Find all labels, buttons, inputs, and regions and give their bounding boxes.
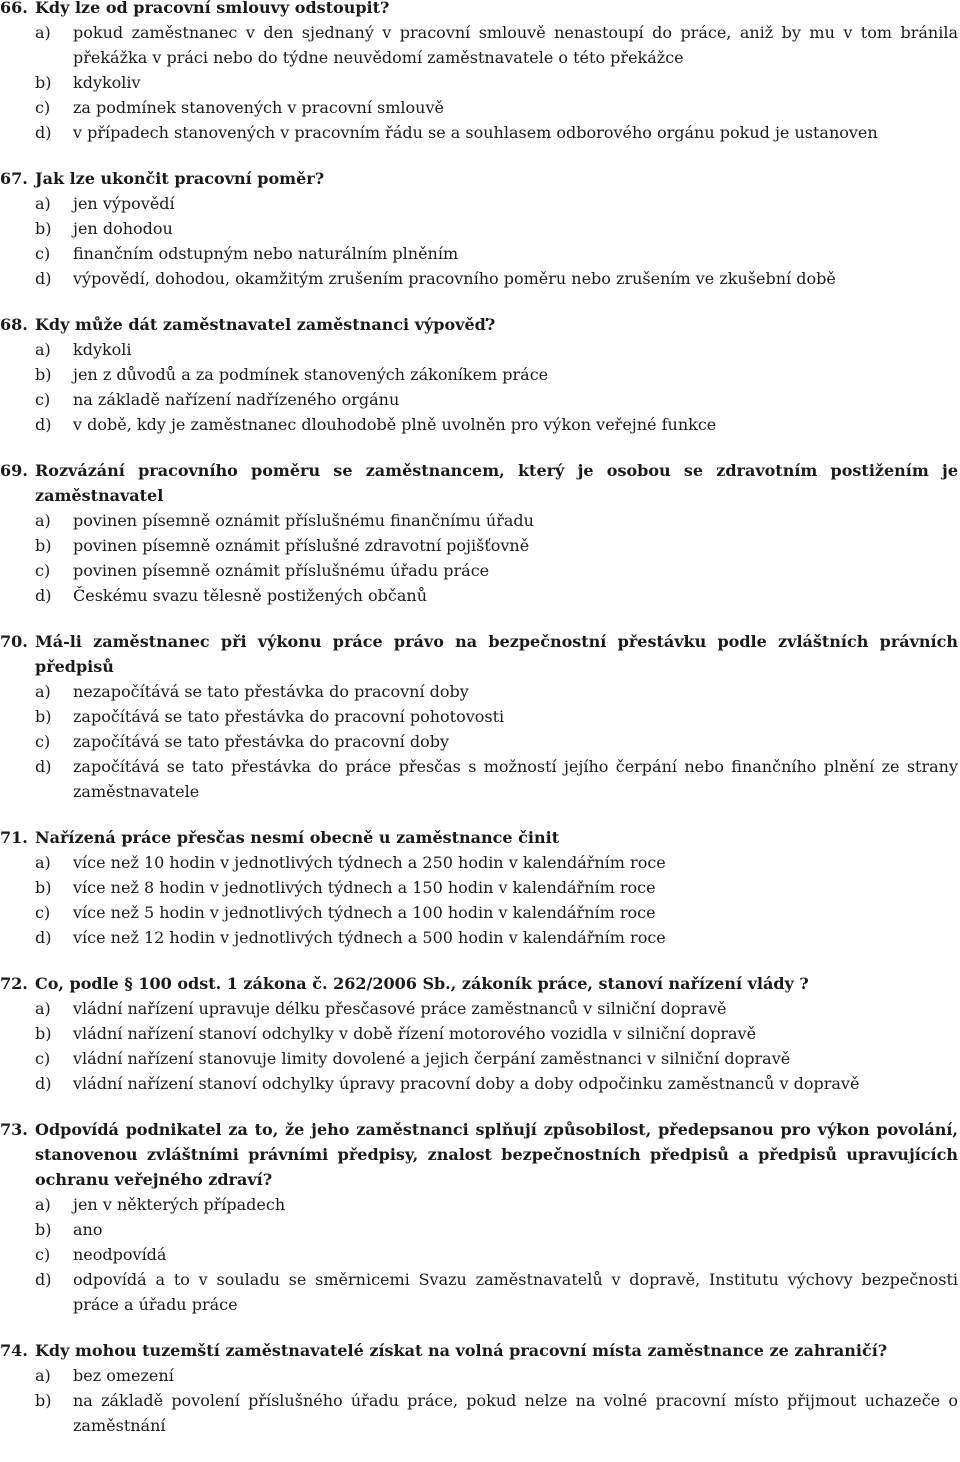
question-number: 74. [0,1341,28,1360]
answer-text: kdykoli [73,340,132,359]
question-67 [0,166,958,291]
answer-b [0,533,958,558]
answer-text: jen z důvodů a za podmínek stanovených zákoníkem práce [73,365,549,384]
question-text: Kdy mohou tuzemští zaměstnavatelé získat na volná pracovní místa zaměstnance ze zahraničí? [35,1341,888,1360]
question-70 [0,629,958,804]
answer-letter: a) [35,340,51,359]
question-number: 73. [0,1120,28,1139]
question-heading [0,825,958,850]
answer-text: vládní nařízení stanoví odchylky v době řízení motorového vozidla v silniční dopravě [73,1024,757,1043]
answer-text: neodpovídá [73,1245,167,1264]
answer-d [0,925,958,950]
answer-letter: b) [35,1391,52,1410]
answer-a [0,1192,958,1217]
answer-d [0,120,958,145]
answer-b [0,216,958,241]
answer-text: započítává se tato přestávka do pracovní doby [73,732,450,751]
answer-c [0,95,958,120]
answer-text: více než 5 hodin v jednotlivých týdnech a 100 hodin v kalendářním roce [73,903,656,922]
question-heading [0,1338,958,1363]
question-heading [0,971,958,996]
question-text: Odpovídá podnikatel za to, že jeho zaměstnanci splňují způsobilost, předepsanou pro výkon povolání, stanovenou zvláštními právními předpisy, znalost bezpečnostních předpisů a předpisů upravujících ochranu veřejného zdraví? [35,1120,958,1189]
question-number: 72. [0,974,28,993]
answer-letter: d) [35,1270,52,1289]
answer-text: kdykoliv [73,73,141,92]
answer-letter: d) [35,586,52,605]
question-heading [0,312,958,337]
answer-text: ano [73,1220,103,1239]
answer-text: bez omezení [73,1366,174,1385]
question-71 [0,825,958,950]
answer-letter: b) [35,219,52,238]
answer-letter: b) [35,365,52,384]
answer-c [0,558,958,583]
answer-text: započítává se tato přestávka do práce přesčas s možností jejího čerpání nebo finančního plnění ze strany zaměstnavatele [73,757,958,801]
answer-letter: d) [35,269,52,288]
answer-letter: c) [35,732,51,751]
answer-c [0,1046,958,1071]
answer-letter: a) [35,23,51,42]
answer-text: jen v některých případech [73,1195,286,1214]
answer-letter: b) [35,1220,52,1239]
answer-b [0,362,958,387]
question-text: Kdy může dát zaměstnavatel zaměstnanci výpověď? [35,315,496,334]
answer-text: vládní nařízení upravuje délku přesčasové práce zaměstnanců v silniční dopravě [73,999,727,1018]
answer-letter: b) [35,73,52,92]
answer-letter: d) [35,757,52,776]
answer-letter: c) [35,1049,51,1068]
answer-text: více než 10 hodin v jednotlivých týdnech a 250 hodin v kalendářním roce [73,853,666,872]
question-66 [0,0,958,145]
question-text: Co, podle § 100 odst. 1 zákona č. 262/2006 Sb., zákoník práce, stanoví nařízení vlády ? [35,974,809,993]
question-number: 66. [0,0,28,17]
answer-letter: d) [35,123,52,142]
answer-letter: d) [35,415,52,434]
answer-text: povinen písemně oznámit příslušnému finančnímu úřadu [73,511,534,530]
answer-text: v případech stanovených v pracovním řádu se a souhlasem odborového orgánu pokud je ustanoven [73,123,878,142]
answer-letter: a) [35,1195,51,1214]
answer-letter: a) [35,511,51,530]
question-74 [0,1338,958,1438]
answer-letter: d) [35,1074,52,1093]
answer-text: vládní nařízení stanovuje limity dovolené a jejich čerpání zaměstnanci v silniční dopravě [73,1049,791,1068]
question-heading [0,1117,958,1192]
answer-d [0,412,958,437]
answer-b [0,1021,958,1046]
answer-text: pokud zaměstnanec v den sjednaný v pracovní smlouvě nenastoupí do práce, aniž by mu v tom bránila překážka v práci nebo do týdne neuvědomí zaměstnavatele o této překážce [73,23,958,67]
question-heading [0,629,958,679]
question-number: 70. [0,632,28,651]
answer-d [0,1071,958,1096]
answer-b [0,70,958,95]
answer-c [0,900,958,925]
answer-a [0,337,958,362]
answer-b [0,1217,958,1242]
answer-letter: a) [35,1366,51,1385]
answer-letter: d) [35,928,52,947]
answer-b [0,704,958,729]
answer-text: více než 8 hodin v jednotlivých týdnech a 150 hodin v kalendářním roce [73,878,656,897]
answer-a [0,996,958,1021]
question-number: 67. [0,169,28,188]
answer-text: započítává se tato přestávka do pracovní pohotovosti [73,707,505,726]
answer-letter: b) [35,878,52,897]
answer-text: v době, kdy je zaměstnanec dlouhodobě plně uvolněn pro výkon veřejné funkce [73,415,717,434]
answer-text: na základě povolení příslušného úřadu práce, pokud nelze na volné pracovní místo přijmout uchazeče o zaměstnání [73,1391,958,1435]
answer-a [0,850,958,875]
answer-letter: c) [35,903,51,922]
answer-d [0,1267,958,1317]
question-text: Rozvázání pracovního poměru se zaměstnancem, který je osobou se zdravotním postižením je zaměstnavatel [35,461,958,505]
answer-a [0,508,958,533]
answer-c [0,241,958,266]
answer-letter: b) [35,1024,52,1043]
answer-a [0,679,958,704]
question-heading [0,0,958,20]
answer-b [0,1388,958,1438]
answer-text: jen výpovědí [73,194,175,213]
answer-letter: a) [35,853,51,872]
answer-b [0,875,958,900]
answer-text: povinen písemně oznámit příslušné zdravotní pojišťovně [73,536,530,555]
answer-d [0,754,958,804]
question-heading [0,458,958,508]
answer-letter: c) [35,244,51,263]
answer-letter: c) [35,98,51,117]
question-number: 68. [0,315,28,334]
answer-letter: a) [35,999,51,1018]
answer-a [0,20,958,70]
answer-text: jen dohodou [73,219,173,238]
question-text: Jak lze ukončit pracovní poměr? [35,169,325,188]
answer-letter: b) [35,536,52,555]
question-number: 69. [0,461,28,480]
answer-d [0,583,958,608]
answer-text: na základě nařízení nadřízeného orgánu [73,390,400,409]
answer-letter: a) [35,682,51,701]
question-text: Má-li zaměstnanec při výkonu práce právo na bezpečnostní přestávku podle zvláštních právních předpisů [35,632,958,676]
question-text: Nařízená práce přesčas nesmí obecně u zaměstnance činit [35,828,560,847]
question-73 [0,1117,958,1317]
question-72 [0,971,958,1096]
question-69 [0,458,958,608]
answer-letter: a) [35,194,51,213]
answer-a [0,1363,958,1388]
question-heading [0,166,958,191]
answer-letter: c) [35,561,51,580]
answer-text: za podmínek stanovených v pracovní smlouvě [73,98,444,117]
question-number: 71. [0,828,28,847]
answer-letter: b) [35,707,52,726]
answer-text: povinen písemně oznámit příslušnému úřadu práce [73,561,490,580]
answer-text: více než 12 hodin v jednotlivých týdnech a 500 hodin v kalendářním roce [73,928,666,947]
answer-text: výpovědí, dohodou, okamžitým zrušením pracovního poměru nebo zrušením ve zkušební době [73,269,836,288]
answer-text: nezapočítává se tato přestávka do pracovní doby [73,682,469,701]
answer-text: odpovídá a to v souladu se směrnicemi Svazu zaměstnavatelů v dopravě, Institutu výchovy bezpečnosti práce a úřadu práce [73,1270,958,1314]
answer-letter: c) [35,1245,51,1264]
answer-c [0,1242,958,1267]
question-68 [0,312,958,437]
answer-text: finančním odstupným nebo naturálním plněním [73,244,459,263]
answer-text: Českému svazu tělesně postižených občanů [73,586,428,605]
answer-d [0,266,958,291]
question-text: Kdy lze od pracovní smlouvy odstoupit? [35,0,390,17]
answer-letter: c) [35,390,51,409]
answer-text: vládní nařízení stanoví odchylky úpravy pracovní doby a doby odpočinku zaměstnanců v dopravě [73,1074,860,1093]
answer-a [0,191,958,216]
answer-c [0,729,958,754]
answer-c [0,387,958,412]
